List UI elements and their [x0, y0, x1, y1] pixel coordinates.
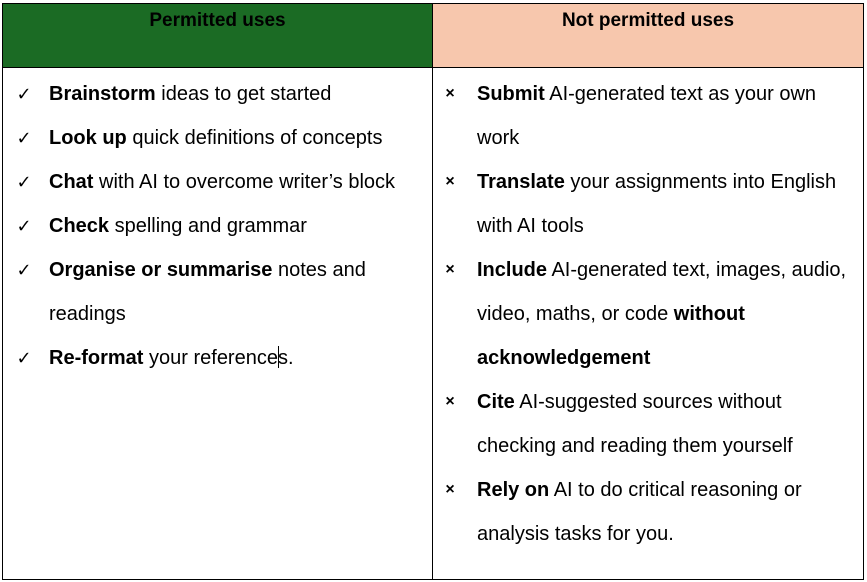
- list-item-bold: Chat: [49, 171, 94, 193]
- list-item-bold: Look up: [49, 127, 127, 149]
- list-item-bold: Include: [477, 259, 548, 281]
- list-item-rest: notes and readings: [49, 259, 366, 325]
- list-item-rest-end: s.: [277, 347, 294, 369]
- list-item: [3, 72, 432, 116]
- not-permitted-uses-list: [433, 72, 863, 556]
- list-item-rest: AI-generated text, images, audio, video, maths, or code: [477, 259, 847, 325]
- permitted-uses-header: [3, 4, 433, 68]
- list-item: [3, 160, 432, 204]
- permitted-uses-cell[interactable]: [3, 68, 433, 579]
- checkmark-icon: ✓: [16, 260, 32, 280]
- list-item-bold: Translate: [477, 171, 565, 193]
- cross-icon: ×: [445, 481, 455, 498]
- not-permitted-uses-cell[interactable]: [433, 68, 863, 579]
- list-item-text[interactable]: [49, 248, 432, 336]
- list-item-text[interactable]: [49, 72, 432, 116]
- list-item-text[interactable]: [477, 468, 863, 556]
- list-item-text[interactable]: [477, 248, 863, 380]
- list-item-rest: with AI to overcome writer’s block: [93, 171, 396, 193]
- cross-icon: ×: [445, 85, 455, 102]
- list-item: [433, 72, 863, 160]
- list-item-bold: Cite: [477, 391, 515, 413]
- cross-icon: ×: [445, 393, 455, 410]
- permitted-uses-list: [3, 72, 432, 380]
- list-item-text[interactable]: [477, 72, 863, 160]
- list-item: [3, 116, 432, 160]
- permitted-uses-header-text: Permitted uses: [149, 10, 286, 31]
- list-item-rest: spelling and grammar: [109, 215, 307, 237]
- list-item: [433, 160, 863, 248]
- list-item-bold: Brainstorm: [49, 83, 156, 105]
- list-item-bold: Re-format: [49, 347, 144, 369]
- list-item: [433, 380, 863, 468]
- list-item-rest: AI to do critical reasoning or analysis tasks for you.: [477, 479, 802, 545]
- list-item-text[interactable]: [477, 160, 863, 248]
- checkmark-icon: ✓: [16, 84, 32, 104]
- list-item-text[interactable]: [49, 204, 432, 248]
- cross-icon: ×: [445, 261, 455, 278]
- not-permitted-uses-header-text: Not permitted uses: [561, 10, 735, 31]
- list-item-bold: Check: [49, 215, 110, 237]
- list-item: [3, 336, 432, 380]
- list-item-rest: quick definitions of concepts: [126, 127, 383, 149]
- list-item-text[interactable]: [49, 336, 432, 380]
- cross-icon: ×: [445, 173, 455, 190]
- list-item-text[interactable]: [477, 380, 863, 468]
- list-item-rest: ideas to get started: [155, 83, 332, 105]
- list-item-rest: your assignments into English with AI tools: [477, 171, 837, 237]
- list-item-bold: Rely on: [477, 479, 550, 501]
- list-item: [3, 248, 432, 336]
- list-item-rest: AI-suggested sources without checking and reading them yourself: [477, 391, 793, 457]
- list-item-bold-end: without acknowledgement: [477, 303, 745, 369]
- ai-uses-table: [2, 3, 864, 580]
- list-item: [3, 204, 432, 248]
- list-item-text[interactable]: [49, 160, 432, 204]
- checkmark-icon: ✓: [16, 172, 32, 192]
- list-item-bold: Organise or summarise: [49, 259, 273, 281]
- list-item-rest: your reference: [143, 347, 278, 369]
- checkmark-icon: ✓: [16, 216, 32, 236]
- list-item: [433, 248, 863, 380]
- checkmark-icon: ✓: [16, 128, 32, 148]
- not-permitted-uses-header: [433, 4, 863, 68]
- checkmark-icon: ✓: [16, 348, 32, 368]
- list-item-rest: AI-generated text as your own work: [477, 83, 817, 149]
- list-item-bold: Submit: [477, 83, 545, 105]
- list-item-text[interactable]: [49, 116, 432, 160]
- list-item: [433, 468, 863, 556]
